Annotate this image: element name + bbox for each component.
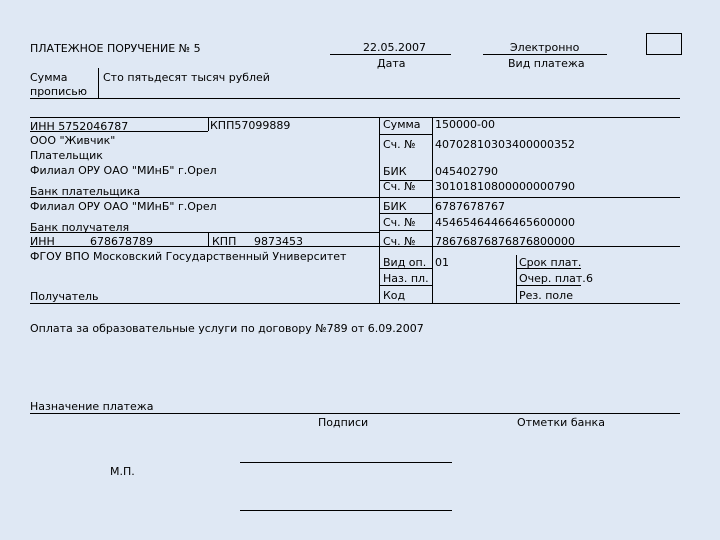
payer-inn: ИНН 5752046787 [30,120,129,133]
seal-mark: М.П. [110,465,135,478]
amount-words-label-1: Сумма [30,71,68,84]
payer-caption: Плательщик [30,149,103,162]
bik2-value: 6787678767 [435,200,505,213]
bik2-label: БИК [383,200,407,213]
document-title: ПЛАТЕЖНОЕ ПОРУЧЕНИЕ № 5 [30,42,201,55]
account-value: 40702810303400000352 [435,138,575,151]
date-caption: Дата [377,57,406,70]
grid-line-bottom [30,303,680,304]
bank-marks-caption: Отметки банка [517,416,605,429]
bik1-value: 045402790 [435,165,498,178]
payee-name: ФГОУ ВПО Московский Государственный Университет [30,250,347,263]
grid-line-kpp-payee [208,232,209,246]
purpose-bottom-rule [30,413,680,414]
grid-line-corr2 [379,230,432,231]
grid-line-ocher [516,285,581,286]
rez-label: Рез. поле [519,289,573,302]
purpose-caption: Назначение платежа [30,400,154,413]
signature-line-2 [240,510,452,511]
payee-bank-name: Филиал ОРУ ОАО "МИнБ" г.Орел [30,200,217,213]
grid-line-naz-pl [379,285,432,286]
payment-type-caption: Вид платежа [508,57,585,70]
grid-line-col3 [516,255,517,303]
payee-kpp-value: 9873453 [254,235,303,248]
date-value: 22.05.2007 [363,41,426,54]
stamp-box [646,33,682,55]
ocher-value: 6 [586,272,593,285]
vid-op-label: Вид оп. [383,256,427,269]
amount-words-value: Сто пятьдесят тысяч рублей [103,71,270,84]
account-label: Сч. № [383,138,416,151]
kod-label: Код [383,289,406,302]
payee-kpp-label: КПП [212,235,237,248]
amount-words-label-2: прописью [30,85,88,98]
ocher-label: Очер. плат. [519,272,586,285]
vid-op-value: 01 [435,256,449,269]
sum-value: 150000-00 [435,118,495,131]
payee-caption: Получатель [30,290,99,303]
corr1-label: Сч. № [383,180,416,193]
amount-words-bottom-rule [30,98,680,99]
grid-line-bik2 [379,213,432,214]
signatures-caption: Подписи [318,416,369,429]
grid-line-col1 [379,117,380,303]
corr2-label: Сч. № [383,216,416,229]
payee-inn-label: ИНН [30,235,55,248]
grid-line-top [30,117,680,118]
amount-words-divider [98,68,99,98]
date-underline [330,54,451,55]
payer-bank-name: Филиал ОРУ ОАО "МИнБ" г.Орел [30,164,217,177]
payment-type-value: Электронно [510,41,580,54]
account2-label: Сч. № [383,235,416,248]
srok-label: Срок плат. [519,256,582,269]
payer-bank-caption: Банк плательщика [30,185,141,198]
corr2-value: 45465464466465600000 [435,216,575,229]
payment-type-underline [483,54,607,55]
payee-bank-caption: Банк получателя [30,221,130,234]
grid-line-kpp-payer [208,117,209,131]
grid-line-sum [379,134,432,135]
bik1-label: БИК [383,165,407,178]
payee-inn-value: 678678789 [90,235,153,248]
naz-pl-label: Наз. пл. [383,272,429,285]
purpose-text: Оплата за образовательные услуги по договору №789 от 6.09.2007 [30,322,424,335]
grid-line-col2 [432,117,433,303]
sum-label: Сумма [383,118,421,131]
payer-kpp: КПП57099889 [210,119,291,132]
corr1-value: 30101810800000000790 [435,180,575,193]
payer-name: ООО "Живчик" [30,134,116,147]
signature-line-1 [240,462,452,463]
account2-value: 78676876876876800000 [435,235,575,248]
